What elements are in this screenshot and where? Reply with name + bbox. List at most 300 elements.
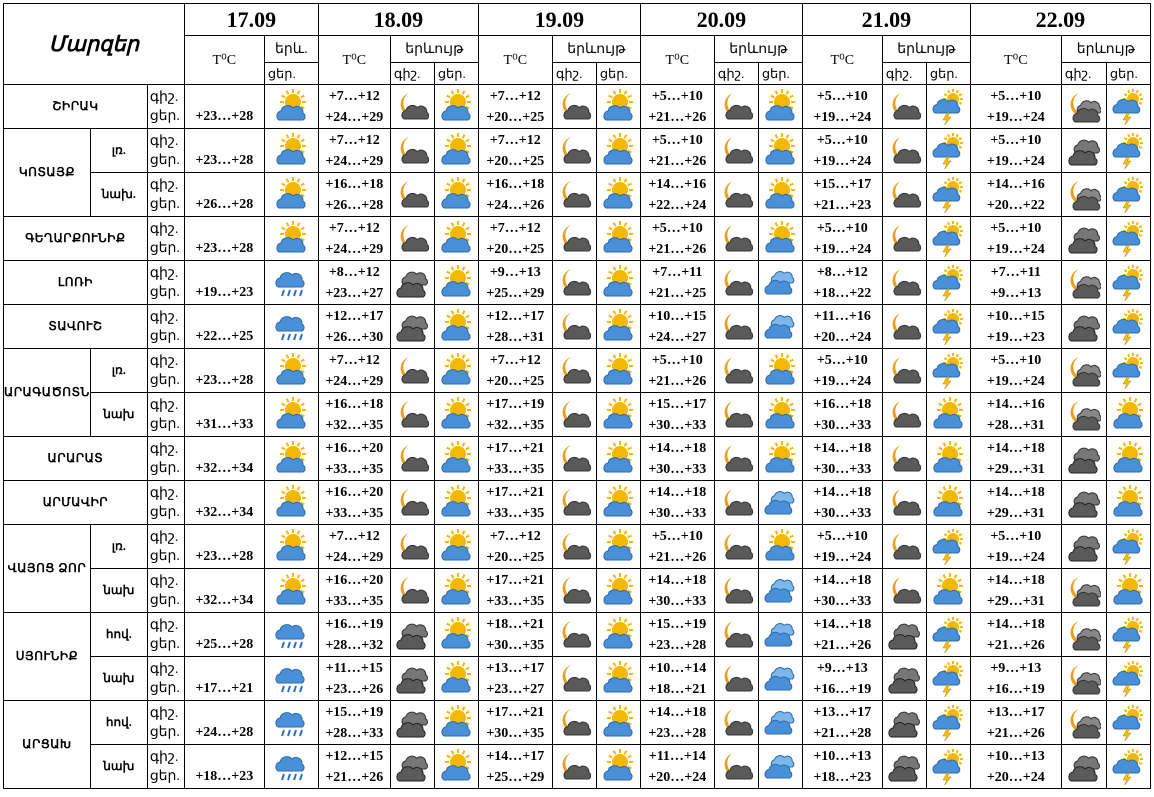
temp-cell (640, 349, 714, 393)
date-header: 17.09 (184, 4, 318, 36)
night-weather-icon (1061, 569, 1106, 613)
temp-cell (478, 701, 552, 745)
night-label: գիշ. (149, 353, 179, 369)
temp-cell (970, 657, 1061, 701)
night-temp: +17…+21 (486, 704, 545, 720)
day-temp: +21…+28 (813, 725, 872, 741)
night-day-labels (147, 349, 184, 393)
night-weather-icon (390, 745, 434, 789)
day-temp: +21…+26 (648, 549, 707, 565)
temp-header: T⁰C (184, 36, 264, 85)
day-temp: +23…+28 (195, 372, 254, 388)
night-weather-icon (1061, 129, 1106, 173)
day-weather-icon (1106, 305, 1150, 349)
day-temp: +28…+32 (325, 637, 384, 653)
night-label: գիշ. (149, 441, 179, 457)
temp-cell (478, 261, 552, 305)
day-temp: +19…+23 (195, 284, 254, 300)
subregion-label: լռ. (90, 129, 147, 173)
day-temp: +16…+19 (986, 681, 1045, 697)
night-weather-icon (390, 393, 434, 437)
night-weather-icon (882, 173, 926, 217)
day-weather-icon (434, 657, 478, 701)
day-subheader: ցեր. (1106, 63, 1150, 85)
day-weather-icon (434, 437, 478, 481)
night-weather-icon (882, 657, 926, 701)
temp-cell (802, 437, 882, 481)
temp-cell (802, 305, 882, 349)
temp-cell (318, 525, 390, 569)
night-weather-icon (1061, 701, 1106, 745)
night-label: գիշ. (149, 529, 179, 545)
day-temp: +20…+25 (486, 549, 545, 565)
temp-cell (970, 85, 1061, 129)
temp-cell (318, 745, 390, 789)
day-temp: +23…+28 (648, 725, 707, 741)
day-weather-icon (926, 569, 970, 613)
night-weather-icon (390, 613, 434, 657)
night-label: գիշ. (149, 89, 179, 105)
temp-cell (970, 613, 1061, 657)
temp-cell (184, 437, 264, 481)
temp-cell (802, 525, 882, 569)
date-header: 18.09 (318, 4, 478, 36)
day-temp: +28…+31 (486, 329, 545, 345)
temp-cell (318, 261, 390, 305)
day-weather-icon (1106, 217, 1150, 261)
day-temp: +30…+33 (813, 593, 872, 609)
night-temp: +7…+12 (489, 352, 541, 368)
day-weather-icon (758, 217, 802, 261)
night-weather-icon (552, 569, 596, 613)
day-weather-icon (434, 173, 478, 217)
night-temp: +14…+16 (986, 396, 1045, 412)
day-temp: +32…+34 (195, 460, 254, 476)
night-weather-icon (552, 305, 596, 349)
night-temp: +13…+17 (486, 660, 545, 676)
day-weather-icon (1106, 85, 1150, 129)
day-weather-icon (926, 129, 970, 173)
region-name: ՎԱՅՈՑ ՁՈՐ (4, 525, 91, 613)
weather-icon (264, 613, 318, 657)
day-weather-icon (758, 701, 802, 745)
night-weather-icon (552, 613, 596, 657)
temp-cell (802, 261, 882, 305)
weather-icon (264, 305, 318, 349)
day-label: ցեր. (149, 548, 180, 564)
night-temp: +11…+15 (325, 660, 383, 676)
night-temp: +5…+10 (651, 220, 703, 236)
night-temp: +5…+10 (816, 352, 868, 368)
night-label: գիշ. (149, 133, 179, 149)
night-weather-icon (390, 173, 434, 217)
day-label: ցեր. (149, 108, 180, 124)
night-weather-icon (1061, 305, 1106, 349)
temp-cell (970, 173, 1061, 217)
night-day-labels (147, 393, 184, 437)
day-temp: +19…+24 (986, 373, 1045, 389)
night-weather-icon (1061, 525, 1106, 569)
day-temp: +24…+29 (325, 373, 384, 389)
day-temp: +33…+35 (325, 593, 384, 609)
temp-cell (640, 305, 714, 349)
night-weather-icon (390, 569, 434, 613)
weather-icon (264, 701, 318, 745)
night-weather-icon (714, 481, 758, 525)
day-temp: +20…+25 (486, 153, 545, 169)
temp-cell (318, 85, 390, 129)
day-weather-icon (758, 437, 802, 481)
weather-icon (264, 569, 318, 613)
night-weather-icon (882, 217, 926, 261)
night-day-labels (147, 525, 184, 569)
night-weather-icon (882, 349, 926, 393)
temp-cell (478, 393, 552, 437)
region-name: ԱՐՑԱԽ (4, 701, 91, 789)
night-subheader: գիշ. (882, 63, 926, 85)
day-weather-icon (434, 85, 478, 129)
day-temp: +20…+22 (986, 197, 1045, 213)
temp-cell (318, 349, 390, 393)
temp-cell (970, 481, 1061, 525)
day-temp: +32…+35 (486, 417, 545, 433)
day-weather-icon (434, 745, 478, 789)
day-label: ցեր. (149, 240, 180, 256)
date-header: 22.09 (970, 4, 1150, 36)
night-temp: +14…+18 (986, 440, 1045, 456)
day-temp: +22…+25 (195, 328, 254, 344)
day-weather-icon (926, 613, 970, 657)
day-weather-icon (926, 657, 970, 701)
day-temp: +24…+29 (325, 241, 384, 257)
night-temp: +12…+17 (486, 308, 545, 324)
temp-cell (970, 261, 1061, 305)
night-day-labels (147, 173, 184, 217)
temp-header: T⁰C (318, 36, 390, 85)
night-temp: +5…+10 (651, 352, 703, 368)
temp-cell (640, 481, 714, 525)
day-temp: +21…+26 (648, 241, 707, 257)
temp-cell (640, 393, 714, 437)
night-weather-icon (552, 129, 596, 173)
day-temp: +30…+33 (648, 461, 707, 477)
night-label: գիշ. (149, 177, 179, 193)
region-name: ԱՐԱՐԱՏ (4, 437, 148, 481)
temp-cell (478, 349, 552, 393)
temp-cell (802, 349, 882, 393)
weather-icon (264, 393, 318, 437)
day-weather-icon (434, 481, 478, 525)
temp-cell (184, 305, 264, 349)
night-temp: +10…+15 (986, 308, 1045, 324)
phenomenon-header: երևույթ (552, 36, 640, 63)
night-weather-icon (882, 613, 926, 657)
night-weather-icon (552, 745, 596, 789)
day-weather-icon (926, 745, 970, 789)
forecast-body (4, 85, 1151, 789)
night-day-labels (147, 657, 184, 701)
night-temp: +5…+10 (990, 88, 1042, 104)
subregion-label: լռ. (90, 525, 147, 569)
phenomenon-header: երևույթ (882, 36, 970, 63)
night-temp: +12…+17 (325, 308, 384, 324)
day-temp: +21…+26 (986, 637, 1045, 653)
day-label: ցեր. (149, 592, 180, 608)
temp-cell (802, 217, 882, 261)
night-subheader: գիշ. (1061, 63, 1106, 85)
night-temp: +11…+14 (648, 748, 706, 764)
day-temp: +30…+33 (813, 461, 872, 477)
night-subheader: գիշ. (552, 63, 596, 85)
night-weather-icon (714, 437, 758, 481)
night-temp: +5…+10 (990, 352, 1042, 368)
night-temp: +16…+18 (325, 176, 384, 192)
day-temp: +26…+30 (325, 329, 384, 345)
night-day-labels (147, 701, 184, 745)
night-temp: +14…+17 (486, 748, 545, 764)
day-temp: +26…+28 (325, 197, 384, 213)
night-weather-icon (714, 745, 758, 789)
night-temp: +7…+12 (328, 528, 380, 544)
night-day-labels (147, 613, 184, 657)
night-label: գիշ. (149, 265, 179, 281)
day-label: ցեր. (149, 196, 180, 212)
date-header: 20.09 (640, 4, 802, 36)
day-label: ցեր. (149, 328, 180, 344)
temp-cell (184, 613, 264, 657)
night-weather-icon (552, 525, 596, 569)
temp-cell (318, 481, 390, 525)
day-weather-icon (758, 173, 802, 217)
day-weather-icon (596, 393, 640, 437)
night-weather-icon (714, 129, 758, 173)
night-temp: +17…+21 (486, 484, 545, 500)
day-label: ցեր. (149, 284, 180, 300)
night-temp: +14…+16 (648, 176, 707, 192)
region-row (4, 261, 1151, 305)
night-weather-icon (390, 349, 434, 393)
temp-cell (640, 437, 714, 481)
region-row (4, 745, 1151, 789)
temp-cell (478, 173, 552, 217)
night-weather-icon (714, 393, 758, 437)
temp-cell (640, 217, 714, 261)
temp-cell (640, 701, 714, 745)
day-weather-icon (434, 525, 478, 569)
night-temp: +5…+10 (990, 528, 1042, 544)
night-weather-icon (714, 569, 758, 613)
day-temp: +9…+13 (990, 285, 1042, 301)
day-weather-icon (596, 701, 640, 745)
day-temp: +21…+26 (648, 373, 707, 389)
night-weather-icon (882, 569, 926, 613)
day-weather-icon (926, 393, 970, 437)
night-temp: +5…+10 (990, 220, 1042, 236)
region-row (4, 349, 1151, 393)
day-weather-icon (926, 701, 970, 745)
day-weather-icon (596, 525, 640, 569)
day-temp: +19…+23 (986, 329, 1045, 345)
day-weather-icon (926, 481, 970, 525)
temp-cell (184, 261, 264, 305)
day-temp: +17…+21 (195, 680, 254, 696)
day-weather-icon (596, 173, 640, 217)
temp-cell (640, 85, 714, 129)
temp-cell (478, 85, 552, 129)
region-name: ԼՈՌԻ (4, 261, 148, 305)
night-temp: +15…+17 (813, 176, 872, 192)
temp-cell (184, 129, 264, 173)
day-temp: +21…+26 (648, 153, 707, 169)
day-temp: +19…+24 (813, 549, 872, 565)
day-weather-icon (1106, 437, 1150, 481)
night-weather-icon (882, 85, 926, 129)
night-weather-icon (552, 657, 596, 701)
day-weather-icon (596, 481, 640, 525)
day-temp: +24…+29 (325, 549, 384, 565)
phenomenon-header: երև. (264, 36, 318, 63)
region-row (4, 569, 1151, 613)
night-label: գիշ. (149, 705, 179, 721)
day-weather-icon (1106, 349, 1150, 393)
region-name: ԳԵՂԱՐՔՈՒՆԻՔ (4, 217, 148, 261)
day-temp: +20…+24 (813, 329, 872, 345)
night-weather-icon (1061, 393, 1106, 437)
night-temp: +7…+12 (328, 220, 380, 236)
day-temp: +30…+33 (648, 417, 707, 433)
night-weather-icon (714, 305, 758, 349)
night-weather-icon (552, 701, 596, 745)
day-weather-icon (1106, 613, 1150, 657)
temp-cell (802, 85, 882, 129)
region-row (4, 305, 1151, 349)
region-row (4, 701, 1151, 745)
day-weather-icon (596, 569, 640, 613)
night-weather-icon (1061, 437, 1106, 481)
temp-cell (478, 525, 552, 569)
night-weather-icon (390, 217, 434, 261)
night-temp: +12…+15 (325, 748, 384, 764)
night-weather-icon (882, 701, 926, 745)
night-weather-icon (390, 525, 434, 569)
temp-header: T⁰C (478, 36, 552, 85)
temp-cell (184, 569, 264, 613)
night-temp: +15…+19 (325, 704, 384, 720)
subregion-label: նախ (90, 393, 147, 437)
night-weather-icon (1061, 613, 1106, 657)
night-weather-icon (714, 613, 758, 657)
day-subheader: ցեր. (596, 63, 640, 85)
day-weather-icon (758, 613, 802, 657)
day-weather-icon (758, 525, 802, 569)
night-temp: +14…+18 (986, 616, 1045, 632)
night-weather-icon (1061, 173, 1106, 217)
night-temp: +14…+18 (813, 616, 872, 632)
day-temp: +24…+28 (195, 724, 254, 740)
day-temp: +23…+28 (195, 108, 254, 124)
night-temp: +5…+10 (816, 88, 868, 104)
day-label: ցեր. (149, 768, 180, 784)
day-temp: +18…+23 (195, 768, 254, 784)
phenomenon-header: երևույթ (1061, 36, 1150, 63)
temp-cell (318, 569, 390, 613)
temp-cell (318, 129, 390, 173)
day-weather-icon (926, 305, 970, 349)
night-temp: +14…+18 (648, 484, 707, 500)
night-weather-icon (390, 261, 434, 305)
temp-cell (970, 305, 1061, 349)
day-weather-icon (758, 569, 802, 613)
night-label: գիշ. (149, 397, 179, 413)
day-temp: +20…+25 (486, 109, 545, 125)
day-temp: +21…+26 (986, 725, 1045, 741)
night-weather-icon (714, 525, 758, 569)
day-weather-icon (434, 129, 478, 173)
day-weather-icon (434, 569, 478, 613)
region-row (4, 657, 1151, 701)
night-temp: +11…+16 (813, 308, 871, 324)
temp-cell (184, 85, 264, 129)
night-temp: +14…+18 (648, 440, 707, 456)
temp-cell (478, 217, 552, 261)
day-temp: +33…+35 (486, 461, 545, 477)
temp-cell (184, 217, 264, 261)
day-weather-icon (758, 85, 802, 129)
day-temp: +29…+31 (986, 461, 1045, 477)
day-temp: +25…+29 (486, 769, 545, 785)
weather-icon (264, 217, 318, 261)
day-temp: +30…+33 (648, 593, 707, 609)
temp-cell (318, 701, 390, 745)
night-temp: +5…+10 (816, 220, 868, 236)
night-temp: +10…+13 (813, 748, 872, 764)
night-weather-icon (714, 657, 758, 701)
temp-cell (640, 173, 714, 217)
night-weather-icon (882, 481, 926, 525)
region-name: ԿՈՏԱՅՔ (4, 129, 91, 217)
day-subheader: ցեր. (758, 63, 802, 85)
night-weather-icon (390, 129, 434, 173)
day-weather-icon (596, 85, 640, 129)
day-temp: +20…+25 (486, 241, 545, 257)
day-weather-icon (1106, 745, 1150, 789)
night-weather-icon (1061, 349, 1106, 393)
day-temp: +33…+35 (325, 461, 384, 477)
night-temp: +7…+11 (990, 264, 1041, 280)
region-name: ՇԻՐԱԿ (4, 85, 148, 129)
day-temp: +19…+24 (813, 241, 872, 257)
night-temp: +5…+10 (990, 132, 1042, 148)
phenomenon-header: երևույթ (390, 36, 478, 63)
night-temp: +18…+21 (486, 616, 545, 632)
night-temp: +5…+10 (651, 528, 703, 544)
region-row (4, 613, 1151, 657)
night-temp: +5…+10 (816, 132, 868, 148)
day-weather-icon (1106, 525, 1150, 569)
temp-cell (318, 613, 390, 657)
night-weather-icon (882, 393, 926, 437)
day-temp: +26…+28 (195, 196, 254, 212)
temp-cell (970, 437, 1061, 481)
temp-cell (970, 745, 1061, 789)
subregion-label: հով. (90, 613, 147, 657)
night-temp: +14…+18 (813, 440, 872, 456)
night-temp: +15…+17 (648, 396, 707, 412)
night-temp: +7…+11 (652, 264, 703, 280)
day-temp: +30…+35 (486, 725, 545, 741)
temp-cell (184, 393, 264, 437)
night-label: գիշ. (149, 661, 179, 677)
